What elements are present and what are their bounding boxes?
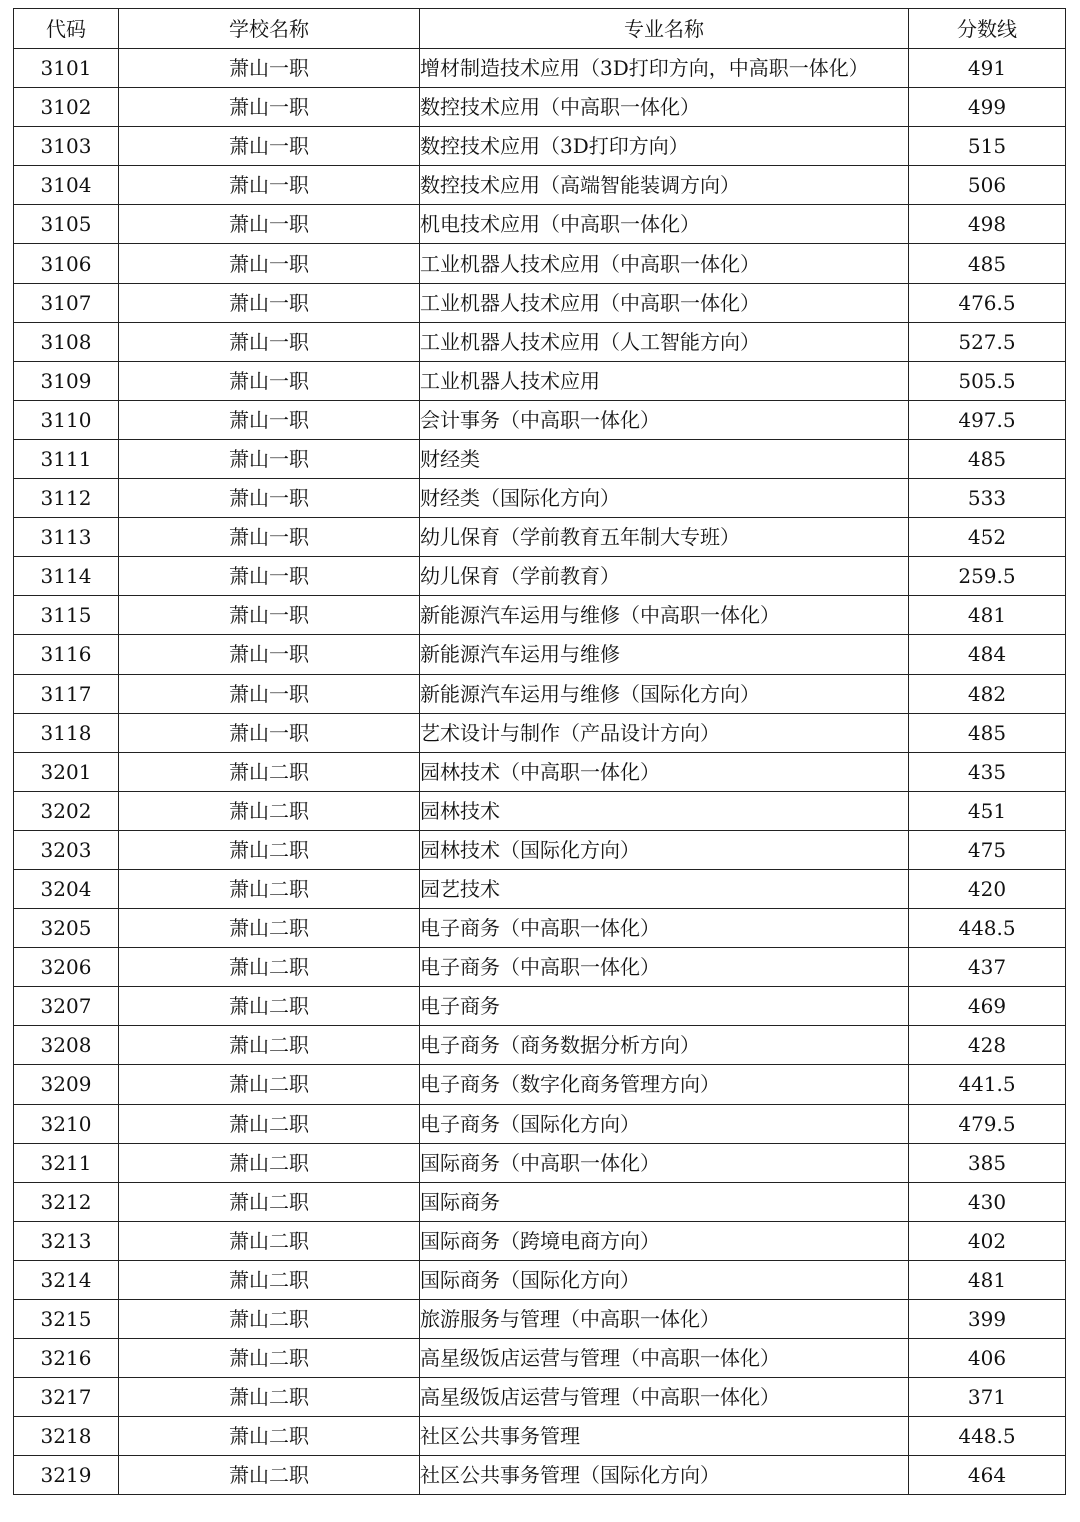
- table-row: [14, 791, 1066, 830]
- table-row: [14, 596, 1066, 635]
- table-row: [14, 752, 1066, 791]
- cell-major: 电子商务（中高职一体化）: [420, 948, 909, 987]
- table-row: [14, 830, 1066, 869]
- table-row: [14, 909, 1066, 948]
- cell-school: 萧山二职: [119, 1221, 420, 1260]
- cell-score: 481: [909, 596, 1066, 635]
- cell-code: 3209: [14, 1065, 119, 1104]
- cell-major: 电子商务（国际化方向）: [420, 1104, 909, 1143]
- table-row: [14, 244, 1066, 283]
- cell-school: 萧山一职: [119, 400, 420, 439]
- cell-major: 园林技术（中高职一体化）: [420, 752, 909, 791]
- cell-school: 萧山二职: [119, 1300, 420, 1339]
- header-school: 学校名称: [119, 9, 420, 49]
- header-row: [14, 9, 1066, 49]
- cell-school: 萧山二职: [119, 869, 420, 908]
- cell-code: 3116: [14, 635, 119, 674]
- cell-major: 工业机器人技术应用（中高职一体化）: [420, 283, 909, 322]
- cell-school: 萧山一职: [119, 322, 420, 361]
- header-code: 代码: [14, 9, 119, 49]
- cell-major: 电子商务（商务数据分析方向）: [420, 1026, 909, 1065]
- table-row: [14, 713, 1066, 752]
- cell-code: 3110: [14, 400, 119, 439]
- header-major: 专业名称: [420, 9, 909, 49]
- score-table-body: [14, 49, 1066, 1495]
- cell-code: 3219: [14, 1456, 119, 1495]
- cell-school: 萧山二职: [119, 1339, 420, 1378]
- cell-code: 3216: [14, 1339, 119, 1378]
- cell-code: 3204: [14, 869, 119, 908]
- cell-school: 萧山二职: [119, 1026, 420, 1065]
- cell-school: 萧山一职: [119, 557, 420, 596]
- cell-school: 萧山一职: [119, 49, 420, 88]
- table-row: [14, 283, 1066, 322]
- cell-score: 371: [909, 1378, 1066, 1417]
- cell-school: 萧山二职: [119, 1104, 420, 1143]
- table-row: [14, 1221, 1066, 1260]
- table-row: [14, 1300, 1066, 1339]
- cell-score: 437: [909, 948, 1066, 987]
- cell-score: 491: [909, 49, 1066, 88]
- cell-code: 3108: [14, 322, 119, 361]
- cell-score: 485: [909, 439, 1066, 478]
- cell-major: 新能源汽车运用与维修（国际化方向）: [420, 674, 909, 713]
- cell-major: 机电技术应用（中高职一体化）: [420, 205, 909, 244]
- table-row: [14, 1026, 1066, 1065]
- cell-score: 482: [909, 674, 1066, 713]
- cell-score: 499: [909, 88, 1066, 127]
- cell-major: 数控技术应用（中高职一体化）: [420, 88, 909, 127]
- cell-major: 新能源汽车运用与维修（中高职一体化）: [420, 596, 909, 635]
- cell-score: 498: [909, 205, 1066, 244]
- table-row: [14, 322, 1066, 361]
- table-row: [14, 1417, 1066, 1456]
- cell-score: 420: [909, 869, 1066, 908]
- cell-school: 萧山一职: [119, 205, 420, 244]
- cell-major: 幼儿保育（学前教育）: [420, 557, 909, 596]
- cell-score: 259.5: [909, 557, 1066, 596]
- cell-major: 国际商务（中高职一体化）: [420, 1143, 909, 1182]
- cell-school: 萧山一职: [119, 596, 420, 635]
- cell-major: 财经类（国际化方向）: [420, 479, 909, 518]
- cell-school: 萧山二职: [119, 752, 420, 791]
- cell-major: 高星级饭店运营与管理（中高职一体化）: [420, 1339, 909, 1378]
- cell-school: 萧山一职: [119, 439, 420, 478]
- table-row: [14, 1260, 1066, 1299]
- table-row: [14, 127, 1066, 166]
- cell-school: 萧山一职: [119, 88, 420, 127]
- cell-school: 萧山二职: [119, 1065, 420, 1104]
- cell-code: 3208: [14, 1026, 119, 1065]
- cell-code: 3212: [14, 1182, 119, 1221]
- cell-major: 高星级饭店运营与管理（中高职一体化）: [420, 1378, 909, 1417]
- cell-code: 3217: [14, 1378, 119, 1417]
- cell-code: 3215: [14, 1300, 119, 1339]
- cell-score: 475: [909, 830, 1066, 869]
- cell-major: 社区公共事务管理（国际化方向）: [420, 1456, 909, 1495]
- cell-school: 萧山一职: [119, 635, 420, 674]
- table-row: [14, 1378, 1066, 1417]
- cell-major: 新能源汽车运用与维修: [420, 635, 909, 674]
- cell-major: 电子商务（数字化商务管理方向）: [420, 1065, 909, 1104]
- cell-school: 萧山一职: [119, 244, 420, 283]
- table-row: [14, 1065, 1066, 1104]
- cell-score: 451: [909, 791, 1066, 830]
- cell-major: 国际商务（跨境电商方向）: [420, 1221, 909, 1260]
- cell-school: 萧山二职: [119, 987, 420, 1026]
- cell-school: 萧山二职: [119, 1417, 420, 1456]
- cell-score: 435: [909, 752, 1066, 791]
- cell-code: 3203: [14, 830, 119, 869]
- table-row: [14, 869, 1066, 908]
- cell-major: 电子商务: [420, 987, 909, 1026]
- cell-major: 旅游服务与管理（中高职一体化）: [420, 1300, 909, 1339]
- cell-school: 萧山二职: [119, 909, 420, 948]
- cell-code: 3201: [14, 752, 119, 791]
- cell-code: 3213: [14, 1221, 119, 1260]
- score-table: [13, 8, 1066, 1495]
- cell-major: 数控技术应用（3D打印方向）: [420, 127, 909, 166]
- table-row: [14, 987, 1066, 1026]
- cell-code: 3113: [14, 518, 119, 557]
- cell-score: 481: [909, 1260, 1066, 1299]
- cell-score: 476.5: [909, 283, 1066, 322]
- table-row: [14, 1339, 1066, 1378]
- cell-major: 会计事务（中高职一体化）: [420, 400, 909, 439]
- cell-major: 增材制造技术应用（3D打印方向，中高职一体化）: [420, 49, 909, 88]
- cell-school: 萧山一职: [119, 518, 420, 557]
- cell-score: 441.5: [909, 1065, 1066, 1104]
- cell-score: 506: [909, 166, 1066, 205]
- cell-code: 3103: [14, 127, 119, 166]
- cell-school: 萧山二职: [119, 1456, 420, 1495]
- cell-score: 515: [909, 127, 1066, 166]
- table-row: [14, 49, 1066, 88]
- cell-school: 萧山二职: [119, 1378, 420, 1417]
- cell-score: 484: [909, 635, 1066, 674]
- cell-score: 428: [909, 1026, 1066, 1065]
- table-row: [14, 635, 1066, 674]
- cell-code: 3210: [14, 1104, 119, 1143]
- cell-score: 485: [909, 713, 1066, 752]
- cell-major: 社区公共事务管理: [420, 1417, 909, 1456]
- table-row: [14, 674, 1066, 713]
- cell-school: 萧山二职: [119, 791, 420, 830]
- cell-score: 479.5: [909, 1104, 1066, 1143]
- table-row: [14, 400, 1066, 439]
- cell-school: 萧山一职: [119, 479, 420, 518]
- cell-major: 园林技术（国际化方向）: [420, 830, 909, 869]
- cell-major: 艺术设计与制作（产品设计方向）: [420, 713, 909, 752]
- cell-code: 3104: [14, 166, 119, 205]
- cell-score: 448.5: [909, 1417, 1066, 1456]
- table-row: [14, 1182, 1066, 1221]
- cell-code: 3102: [14, 88, 119, 127]
- cell-major: 园林技术: [420, 791, 909, 830]
- table-row: [14, 88, 1066, 127]
- cell-score: 533: [909, 479, 1066, 518]
- cell-code: 3211: [14, 1143, 119, 1182]
- cell-school: 萧山一职: [119, 283, 420, 322]
- cell-school: 萧山二职: [119, 1182, 420, 1221]
- cell-major: 数控技术应用（高端智能装调方向）: [420, 166, 909, 205]
- cell-school: 萧山一职: [119, 166, 420, 205]
- table-row: [14, 205, 1066, 244]
- cell-score: 469: [909, 987, 1066, 1026]
- cell-code: 3115: [14, 596, 119, 635]
- cell-score: 497.5: [909, 400, 1066, 439]
- table-row: [14, 361, 1066, 400]
- header-score: 分数线: [909, 9, 1066, 49]
- cell-major: 财经类: [420, 439, 909, 478]
- cell-score: 527.5: [909, 322, 1066, 361]
- table-row: [14, 948, 1066, 987]
- cell-school: 萧山一职: [119, 361, 420, 400]
- cell-school: 萧山二职: [119, 1260, 420, 1299]
- cell-score: 464: [909, 1456, 1066, 1495]
- cell-score: 505.5: [909, 361, 1066, 400]
- cell-code: 3111: [14, 439, 119, 478]
- table-row: [14, 479, 1066, 518]
- cell-major: 工业机器人技术应用: [420, 361, 909, 400]
- cell-school: 萧山二职: [119, 830, 420, 869]
- cell-school: 萧山一职: [119, 674, 420, 713]
- cell-school: 萧山二职: [119, 1143, 420, 1182]
- cell-major: 幼儿保育（学前教育五年制大专班）: [420, 518, 909, 557]
- cell-code: 3105: [14, 205, 119, 244]
- cell-code: 3206: [14, 948, 119, 987]
- cell-score: 399: [909, 1300, 1066, 1339]
- cell-major: 工业机器人技术应用（人工智能方向）: [420, 322, 909, 361]
- table-row: [14, 557, 1066, 596]
- cell-school: 萧山二职: [119, 948, 420, 987]
- cell-code: 3114: [14, 557, 119, 596]
- cell-code: 3106: [14, 244, 119, 283]
- table-row: [14, 1104, 1066, 1143]
- cell-code: 3218: [14, 1417, 119, 1456]
- table-row: [14, 1143, 1066, 1182]
- cell-school: 萧山一职: [119, 713, 420, 752]
- table-row: [14, 1456, 1066, 1495]
- cell-score: 402: [909, 1221, 1066, 1260]
- cell-score: 485: [909, 244, 1066, 283]
- cell-code: 3117: [14, 674, 119, 713]
- cell-major: 园艺技术: [420, 869, 909, 908]
- cell-code: 3109: [14, 361, 119, 400]
- cell-code: 3214: [14, 1260, 119, 1299]
- cell-major: 国际商务（国际化方向）: [420, 1260, 909, 1299]
- cell-score: 452: [909, 518, 1066, 557]
- cell-score: 430: [909, 1182, 1066, 1221]
- cell-major: 工业机器人技术应用（中高职一体化）: [420, 244, 909, 283]
- cell-code: 3205: [14, 909, 119, 948]
- cell-score: 385: [909, 1143, 1066, 1182]
- table-row: [14, 518, 1066, 557]
- cell-code: 3207: [14, 987, 119, 1026]
- cell-code: 3101: [14, 49, 119, 88]
- cell-code: 3107: [14, 283, 119, 322]
- cell-score: 406: [909, 1339, 1066, 1378]
- cell-code: 3202: [14, 791, 119, 830]
- cell-code: 3118: [14, 713, 119, 752]
- cell-code: 3112: [14, 479, 119, 518]
- cell-score: 448.5: [909, 909, 1066, 948]
- cell-school: 萧山一职: [119, 127, 420, 166]
- table-row: [14, 166, 1066, 205]
- cell-major: 国际商务: [420, 1182, 909, 1221]
- table-row: [14, 439, 1066, 478]
- cell-major: 电子商务（中高职一体化）: [420, 909, 909, 948]
